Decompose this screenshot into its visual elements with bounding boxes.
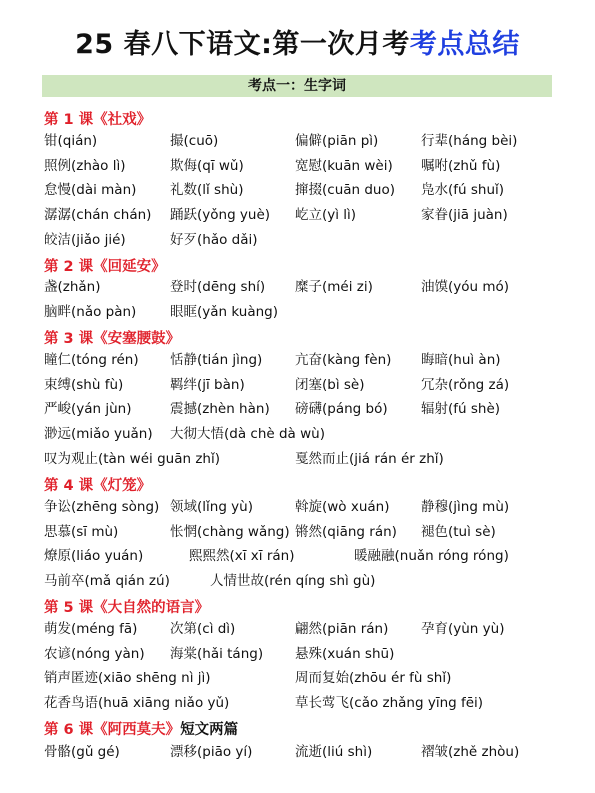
- vocab-word: 盏(zhǎn): [44, 279, 101, 295]
- vocab-word: 人情世故(rén qíng shì gù): [210, 573, 376, 589]
- vocab-row: [44, 301, 564, 323]
- vocab-word: 悬殊(xuán shū): [295, 646, 395, 662]
- vocab-word: 领域(lǐng yù): [170, 499, 253, 515]
- vocab-word: 斡旋(wò xuán): [295, 499, 390, 515]
- vocab-row: [44, 349, 564, 371]
- vocab-word: 辐射(fú shè): [421, 401, 501, 417]
- vocab-word: 眼眶(yǎn kuàng): [170, 304, 278, 320]
- vocab-word: 怠慢(dài màn): [44, 182, 137, 198]
- lesson-heading: [44, 108, 151, 129]
- vocab-word: 磅礴(páng bó): [295, 401, 388, 417]
- vocab-row: [44, 448, 564, 470]
- vocab-word: 周而复始(zhōu ér fù shǐ): [295, 670, 452, 686]
- vocab-word: 糜子(méi zi): [295, 279, 373, 295]
- lesson-heading: [44, 596, 209, 617]
- vocab-word: 潺潺(chán chán): [44, 207, 152, 223]
- vocab-word: 孕育(yùn yù): [421, 621, 505, 637]
- vocab-word: 花香鸟语(huā xiāng niǎo yǔ): [44, 695, 230, 711]
- vocab-word: 瞳仁(tóng rén): [44, 352, 139, 368]
- vocab-word: 争讼(zhēng sòng): [44, 499, 160, 515]
- vocab-row: [44, 667, 564, 689]
- vocab-word: 思慕(sī mù): [44, 524, 119, 540]
- lesson-title: 第 3 课《安塞腰鼓》: [44, 331, 181, 347]
- lesson-title: 第 6 课《阿西莫夫》: [44, 722, 181, 738]
- vocab-word: 萌发(méng fā): [44, 621, 138, 637]
- vocab-word: 羁绊(jī bàn): [170, 377, 245, 393]
- vocab-word: 静穆(jìng mù): [421, 499, 510, 515]
- vocab-word: 照例(zhào lì): [44, 158, 126, 174]
- vocab-word: 草长莺飞(cǎo zhǎng yīng fēi): [295, 695, 484, 711]
- lesson-title: 第 4 课《灯笼》: [44, 478, 152, 494]
- vocab-word: 好歹(hǎo dǎi): [170, 232, 258, 248]
- vocab-word: 销声匿迹(xiāo shēng nì jì): [44, 670, 211, 686]
- vocab-word: 熙熙然(xī xī rán): [189, 548, 295, 564]
- vocab-row: [44, 496, 564, 518]
- vocab-word: 骨骼(gǔ gé): [44, 744, 120, 760]
- vocab-word: 束缚(shù fù): [44, 377, 124, 393]
- vocab-word: 欺侮(qī wǔ): [170, 158, 244, 174]
- vocab-row: [44, 423, 564, 445]
- lesson-subtitle: 短文两篇: [180, 722, 239, 738]
- title-main: 25 春八下语文:第一次月考: [75, 29, 410, 60]
- vocab-row: [44, 692, 564, 714]
- vocab-row: [44, 155, 564, 177]
- vocab-word: 褶皱(zhě zhòu): [421, 744, 520, 760]
- vocab-word: 戛然而止(jiá rán ér zhǐ): [295, 451, 444, 467]
- lesson-heading: [44, 255, 166, 276]
- vocab-word: 翩然(piān rán): [295, 621, 389, 637]
- vocab-word: 油馍(yóu mó): [421, 279, 510, 295]
- vocab-row: [44, 643, 564, 665]
- vocab-word: 流逝(liú shì): [295, 744, 373, 760]
- vocab-row: [44, 570, 564, 592]
- vocab-word: 嘱咐(zhǔ fù): [421, 158, 501, 174]
- vocab-row: [44, 204, 564, 226]
- vocab-word: 燎原(liáo yuán): [44, 548, 144, 564]
- vocab-word: 皎洁(jiǎo jié): [44, 232, 126, 248]
- page-title: [0, 22, 595, 61]
- vocab-word: 暖融融(nuǎn róng róng): [354, 548, 509, 564]
- lesson-title: 第 2 课《回延安》: [44, 259, 166, 275]
- section-header: 考点一：生字词: [42, 75, 552, 97]
- vocab-word: 冗杂(rǒng zá): [421, 377, 510, 393]
- vocab-row: [44, 130, 564, 152]
- lesson-title: 第 5 课《大自然的语言》: [44, 600, 210, 616]
- vocab-word: 锵然(qiāng rán): [295, 524, 397, 540]
- vocab-word: 渺远(miǎo yuǎn): [44, 426, 153, 442]
- vocab-word: 偏僻(piān pì): [295, 133, 379, 149]
- vocab-word: 家眷(jiā juàn): [421, 207, 508, 223]
- vocab-row: [44, 618, 564, 640]
- vocab-word: 凫水(fú shuǐ): [421, 182, 505, 198]
- vocab-word: 登时(dēng shí): [170, 279, 266, 295]
- vocab-row: [44, 545, 564, 567]
- vocab-word: 撮(cuō): [170, 133, 219, 149]
- vocab-row: [44, 179, 564, 201]
- vocab-row: [44, 229, 564, 251]
- vocab-word: 闭塞(bì sè): [295, 377, 365, 393]
- vocab-word: 钳(qián): [44, 133, 98, 149]
- vocab-row: [44, 741, 564, 763]
- vocab-word: 宽慰(kuān wèi): [295, 158, 393, 174]
- vocab-word: 海棠(hǎi táng): [170, 646, 264, 662]
- vocab-word: 农谚(nóng yàn): [44, 646, 145, 662]
- title-highlight: 考点总结: [409, 29, 520, 60]
- vocab-word: 礼数(lǐ shù): [170, 182, 244, 198]
- vocab-word: 撺掇(cuān duo): [295, 182, 396, 198]
- vocab-row: [44, 374, 564, 396]
- vocab-word: 大彻大悟(dà chè dà wù): [170, 426, 325, 442]
- vocab-word: 漂移(piāo yí): [170, 744, 253, 760]
- vocab-word: 马前卒(mǎ qián zú): [44, 573, 170, 589]
- vocab-word: 震撼(zhèn hàn): [170, 401, 270, 417]
- vocab-word: 脑畔(nǎo pàn): [44, 304, 137, 320]
- vocab-word: 晦暗(huì àn): [421, 352, 501, 368]
- vocab-word: 叹为观止(tàn wéi guān zhǐ): [44, 451, 220, 467]
- vocab-word: 怅惘(chàng wǎng): [170, 524, 290, 540]
- lesson-heading: [44, 474, 151, 495]
- vocab-word: 严峻(yán jùn): [44, 401, 132, 417]
- lesson-heading: [44, 327, 180, 348]
- vocab-word: 踊跃(yǒng yuè): [170, 207, 271, 223]
- vocab-word: 行辈(háng bèi): [421, 133, 518, 149]
- lesson-title: 第 1 课《社戏》: [44, 112, 152, 128]
- vocab-word: 褪色(tuì sè): [421, 524, 496, 540]
- lesson-heading: [44, 718, 238, 739]
- vocab-row: [44, 398, 564, 420]
- vocab-row: [44, 276, 564, 298]
- vocab-word: 恬静(tián jìng): [170, 352, 263, 368]
- vocab-word: 亢奋(kàng fèn): [295, 352, 392, 368]
- vocab-row: [44, 521, 564, 543]
- vocab-word: 次第(cì dì): [170, 621, 236, 637]
- vocab-word: 屹立(yì lì): [295, 207, 357, 223]
